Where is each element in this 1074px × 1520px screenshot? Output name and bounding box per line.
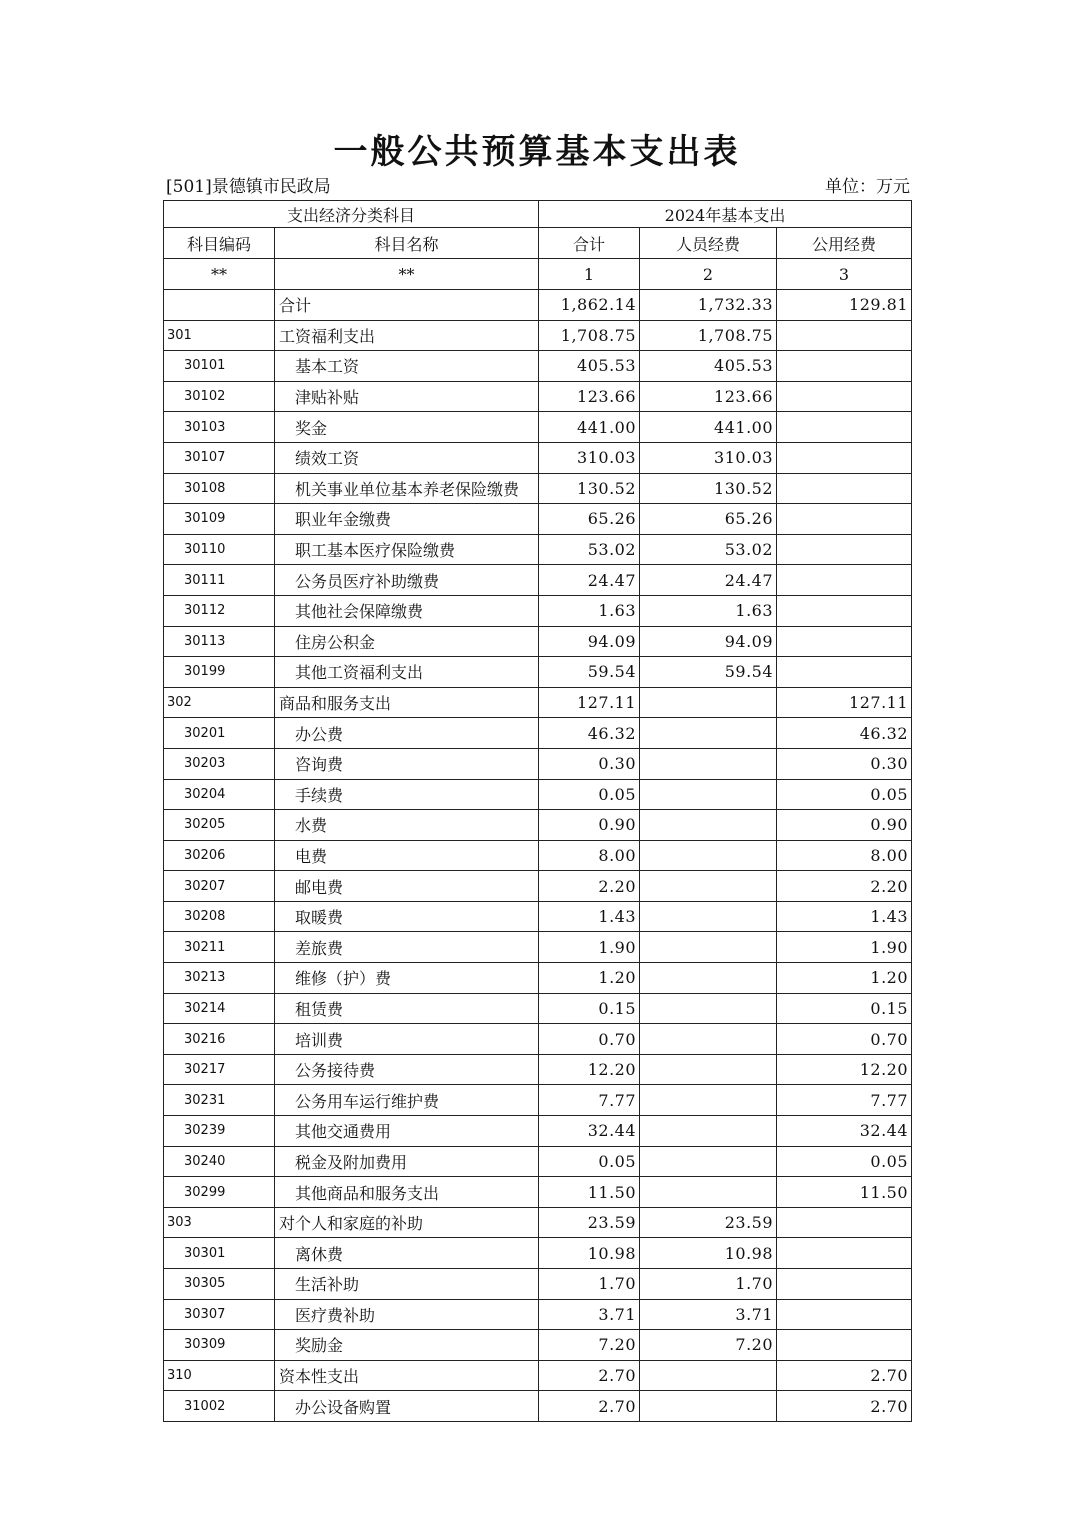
page-title: 一般公共预算基本支出表 (333, 132, 741, 172)
row-personnel: 3.71 (640, 1299, 777, 1330)
header-col-total: 合计 (539, 228, 640, 259)
row-code: 30211 (164, 932, 275, 963)
row-total: 2.70 (539, 1391, 640, 1422)
table-row (164, 932, 912, 963)
row-code: 30231 (164, 1085, 275, 1116)
row-name: 机关事业单位基本养老保险缴费 (275, 473, 539, 504)
row-name: 咨询费 (275, 748, 539, 779)
row-public (777, 1207, 912, 1238)
row-code (164, 290, 275, 321)
row-personnel: 405.53 (640, 351, 777, 382)
row-personnel: 1.70 (640, 1269, 777, 1300)
total-row (164, 290, 912, 321)
organization-label: [501]景德镇市民政局 (166, 177, 331, 197)
row-public (777, 595, 912, 626)
row-public: 0.70 (777, 1024, 912, 1055)
row-code: 30307 (164, 1299, 275, 1330)
row-code: 30305 (164, 1269, 275, 1300)
row-name: 职业年金缴费 (275, 504, 539, 535)
row-name: 资本性支出 (275, 1360, 539, 1391)
budget-table (163, 200, 912, 1422)
row-total: 24.47 (539, 565, 640, 596)
category-row (164, 1207, 912, 1238)
table-row (164, 1269, 912, 1300)
row-code: 30214 (164, 993, 275, 1024)
row-name: 公务用车运行维护费 (275, 1085, 539, 1116)
row-name: 对个人和家庭的补助 (275, 1207, 539, 1238)
row-name: 培训费 (275, 1024, 539, 1055)
row-personnel (640, 810, 777, 841)
row-personnel (640, 871, 777, 902)
row-total: 7.20 (539, 1330, 640, 1361)
row-total: 23.59 (539, 1207, 640, 1238)
row-code: 310 (164, 1360, 275, 1391)
row-personnel: 10.98 (640, 1238, 777, 1269)
row-personnel: 1.63 (640, 595, 777, 626)
row-personnel: 1,732.33 (640, 290, 777, 321)
row-name: 绩效工资 (275, 442, 539, 473)
category-row (164, 320, 912, 351)
row-name: 公务接待费 (275, 1054, 539, 1085)
row-code: 30204 (164, 779, 275, 810)
row-personnel (640, 1177, 777, 1208)
row-code: 30201 (164, 718, 275, 749)
row-total: 1.43 (539, 901, 640, 932)
row-personnel: 94.09 (640, 626, 777, 657)
row-name: 税金及附加费用 (275, 1146, 539, 1177)
row-code: 30205 (164, 810, 275, 841)
row-name: 其他工资福利支出 (275, 657, 539, 688)
row-public: 2.70 (777, 1391, 912, 1422)
row-name: 维修（护）费 (275, 963, 539, 994)
row-code: 303 (164, 1207, 275, 1238)
header-basic-expenditure: 2024年基本支出 (539, 201, 912, 228)
row-code: 30111 (164, 565, 275, 596)
row-total: 1,708.75 (539, 320, 640, 351)
table-row (164, 1085, 912, 1116)
table-row (164, 1146, 912, 1177)
row-public: 2.70 (777, 1360, 912, 1391)
row-personnel (640, 1391, 777, 1422)
row-total: 0.05 (539, 1146, 640, 1177)
row-total: 0.05 (539, 779, 640, 810)
table-row (164, 1238, 912, 1269)
row-code: 30110 (164, 534, 275, 565)
row-public (777, 626, 912, 657)
row-public: 11.50 (777, 1177, 912, 1208)
row-name: 医疗费补助 (275, 1299, 539, 1330)
row-code: 30103 (164, 412, 275, 443)
row-code: 31002 (164, 1391, 275, 1422)
row-name: 合计 (275, 290, 539, 321)
table-row (164, 1024, 912, 1055)
row-total: 65.26 (539, 504, 640, 535)
row-public: 1.90 (777, 932, 912, 963)
header-col-public: 公用经费 (777, 228, 912, 259)
row-personnel: 310.03 (640, 442, 777, 473)
row-name: 办公设备购置 (275, 1391, 539, 1422)
row-personnel (640, 901, 777, 932)
row-total: 1.90 (539, 932, 640, 963)
row-code: 30102 (164, 381, 275, 412)
row-total: 0.90 (539, 810, 640, 841)
row-personnel (640, 1116, 777, 1147)
row-public: 0.90 (777, 810, 912, 841)
row-code: 30206 (164, 840, 275, 871)
row-public (777, 473, 912, 504)
table-row (164, 473, 912, 504)
row-total: 441.00 (539, 412, 640, 443)
row-personnel: 7.20 (640, 1330, 777, 1361)
row-total: 2.70 (539, 1360, 640, 1391)
row-public (777, 320, 912, 351)
row-name: 奖金 (275, 412, 539, 443)
row-total: 10.98 (539, 1238, 640, 1269)
row-personnel: 59.54 (640, 657, 777, 688)
row-total: 7.77 (539, 1085, 640, 1116)
table-row (164, 626, 912, 657)
row-code: 30309 (164, 1330, 275, 1361)
row-public (777, 381, 912, 412)
header-column-row (164, 228, 912, 259)
header-idx-total: 1 (539, 259, 640, 290)
table-row (164, 1054, 912, 1085)
row-name: 水费 (275, 810, 539, 841)
row-name: 生活补助 (275, 1269, 539, 1300)
table-row (164, 718, 912, 749)
row-total: 11.50 (539, 1177, 640, 1208)
table-row (164, 595, 912, 626)
row-public (777, 1299, 912, 1330)
row-total: 1.70 (539, 1269, 640, 1300)
row-name: 取暖费 (275, 901, 539, 932)
header-economic-classification: 支出经济分类科目 (164, 201, 539, 228)
row-code: 30299 (164, 1177, 275, 1208)
row-public: 0.05 (777, 779, 912, 810)
table-row (164, 840, 912, 871)
row-public: 1.43 (777, 901, 912, 932)
row-personnel: 123.66 (640, 381, 777, 412)
row-total: 0.15 (539, 993, 640, 1024)
row-personnel (640, 1085, 777, 1116)
row-public: 127.11 (777, 687, 912, 718)
row-public: 129.81 (777, 290, 912, 321)
row-public: 32.44 (777, 1116, 912, 1147)
table-row (164, 871, 912, 902)
row-public (777, 1269, 912, 1300)
table-row (164, 748, 912, 779)
row-total: 310.03 (539, 442, 640, 473)
row-code: 30301 (164, 1238, 275, 1269)
row-total: 12.20 (539, 1054, 640, 1085)
table-row (164, 381, 912, 412)
row-name: 手续费 (275, 779, 539, 810)
row-public (777, 442, 912, 473)
row-public (777, 657, 912, 688)
row-public: 0.15 (777, 993, 912, 1024)
row-total: 32.44 (539, 1116, 640, 1147)
row-personnel: 130.52 (640, 473, 777, 504)
row-personnel: 53.02 (640, 534, 777, 565)
row-total: 1.20 (539, 963, 640, 994)
row-name: 公务员医疗补助缴费 (275, 565, 539, 596)
row-name: 商品和服务支出 (275, 687, 539, 718)
table-row (164, 1330, 912, 1361)
table-row (164, 351, 912, 382)
header-idx-public: 3 (777, 259, 912, 290)
row-public: 0.05 (777, 1146, 912, 1177)
header-idx-personnel: 2 (640, 259, 777, 290)
row-personnel (640, 687, 777, 718)
table-row (164, 993, 912, 1024)
header-col-code: 科目编码 (164, 228, 275, 259)
row-total: 1.63 (539, 595, 640, 626)
table-subheader (166, 176, 910, 198)
row-personnel (640, 963, 777, 994)
row-total: 1,862.14 (539, 290, 640, 321)
row-name: 办公费 (275, 718, 539, 749)
table-row (164, 442, 912, 473)
row-name: 其他商品和服务支出 (275, 1177, 539, 1208)
row-code: 30217 (164, 1054, 275, 1085)
table-row (164, 504, 912, 535)
category-row (164, 1360, 912, 1391)
row-public (777, 412, 912, 443)
row-code: 30213 (164, 963, 275, 994)
header-idx-code: ** (164, 259, 275, 290)
row-public: 8.00 (777, 840, 912, 871)
row-name: 电费 (275, 840, 539, 871)
table-row (164, 534, 912, 565)
table-row (164, 901, 912, 932)
row-name: 租赁费 (275, 993, 539, 1024)
row-personnel (640, 779, 777, 810)
row-total: 53.02 (539, 534, 640, 565)
row-code: 30203 (164, 748, 275, 779)
row-code: 30239 (164, 1116, 275, 1147)
header-col-name: 科目名称 (275, 228, 539, 259)
row-name: 住房公积金 (275, 626, 539, 657)
row-code: 30108 (164, 473, 275, 504)
row-public (777, 351, 912, 382)
row-personnel (640, 993, 777, 1024)
row-name: 奖励金 (275, 1330, 539, 1361)
header-idx-name: ** (275, 259, 539, 290)
row-name: 津贴补贴 (275, 381, 539, 412)
row-code: 30113 (164, 626, 275, 657)
row-code: 301 (164, 320, 275, 351)
row-name: 邮电费 (275, 871, 539, 902)
header-group-row (164, 201, 912, 228)
table-row (164, 1116, 912, 1147)
table-row (164, 1177, 912, 1208)
row-public: 12.20 (777, 1054, 912, 1085)
row-personnel (640, 718, 777, 749)
row-total: 0.30 (539, 748, 640, 779)
row-name: 工资福利支出 (275, 320, 539, 351)
row-name: 离休费 (275, 1238, 539, 1269)
row-total: 130.52 (539, 473, 640, 504)
row-public: 0.30 (777, 748, 912, 779)
row-personnel (640, 840, 777, 871)
row-code: 30240 (164, 1146, 275, 1177)
row-public: 2.20 (777, 871, 912, 902)
row-code: 30109 (164, 504, 275, 535)
row-name: 职工基本医疗保险缴费 (275, 534, 539, 565)
row-total: 59.54 (539, 657, 640, 688)
header-index-row (164, 259, 912, 290)
table-row (164, 565, 912, 596)
row-personnel: 24.47 (640, 565, 777, 596)
row-public: 1.20 (777, 963, 912, 994)
row-name: 其他交通费用 (275, 1116, 539, 1147)
row-total: 46.32 (539, 718, 640, 749)
row-name: 其他社会保障缴费 (275, 595, 539, 626)
row-personnel: 23.59 (640, 1207, 777, 1238)
row-total: 3.71 (539, 1299, 640, 1330)
row-code: 302 (164, 687, 275, 718)
table-row (164, 810, 912, 841)
row-personnel (640, 932, 777, 963)
row-total: 127.11 (539, 687, 640, 718)
row-total: 0.70 (539, 1024, 640, 1055)
row-code: 30101 (164, 351, 275, 382)
row-public: 7.77 (777, 1085, 912, 1116)
row-public (777, 534, 912, 565)
row-public: 46.32 (777, 718, 912, 749)
row-public (777, 504, 912, 535)
unit-label: 单位：万元 (825, 177, 910, 197)
row-personnel (640, 1146, 777, 1177)
row-code: 30199 (164, 657, 275, 688)
row-total: 2.20 (539, 871, 640, 902)
header-col-personnel: 人员经费 (640, 228, 777, 259)
table-row (164, 963, 912, 994)
row-total: 8.00 (539, 840, 640, 871)
row-personnel: 441.00 (640, 412, 777, 443)
row-name: 基本工资 (275, 351, 539, 382)
table-row (164, 779, 912, 810)
row-code: 30107 (164, 442, 275, 473)
row-total: 405.53 (539, 351, 640, 382)
row-code: 30207 (164, 871, 275, 902)
row-public (777, 565, 912, 596)
table-row (164, 657, 912, 688)
row-personnel: 65.26 (640, 504, 777, 535)
table-row (164, 412, 912, 443)
table-row (164, 1391, 912, 1422)
table-row (164, 1299, 912, 1330)
row-name: 差旅费 (275, 932, 539, 963)
row-code: 30112 (164, 595, 275, 626)
row-code: 30216 (164, 1024, 275, 1055)
row-personnel: 1,708.75 (640, 320, 777, 351)
row-public (777, 1238, 912, 1269)
row-personnel (640, 1360, 777, 1391)
row-code: 30208 (164, 901, 275, 932)
row-public (777, 1330, 912, 1361)
row-personnel (640, 748, 777, 779)
category-row (164, 687, 912, 718)
row-personnel (640, 1054, 777, 1085)
row-personnel (640, 1024, 777, 1055)
row-total: 123.66 (539, 381, 640, 412)
row-total: 94.09 (539, 626, 640, 657)
